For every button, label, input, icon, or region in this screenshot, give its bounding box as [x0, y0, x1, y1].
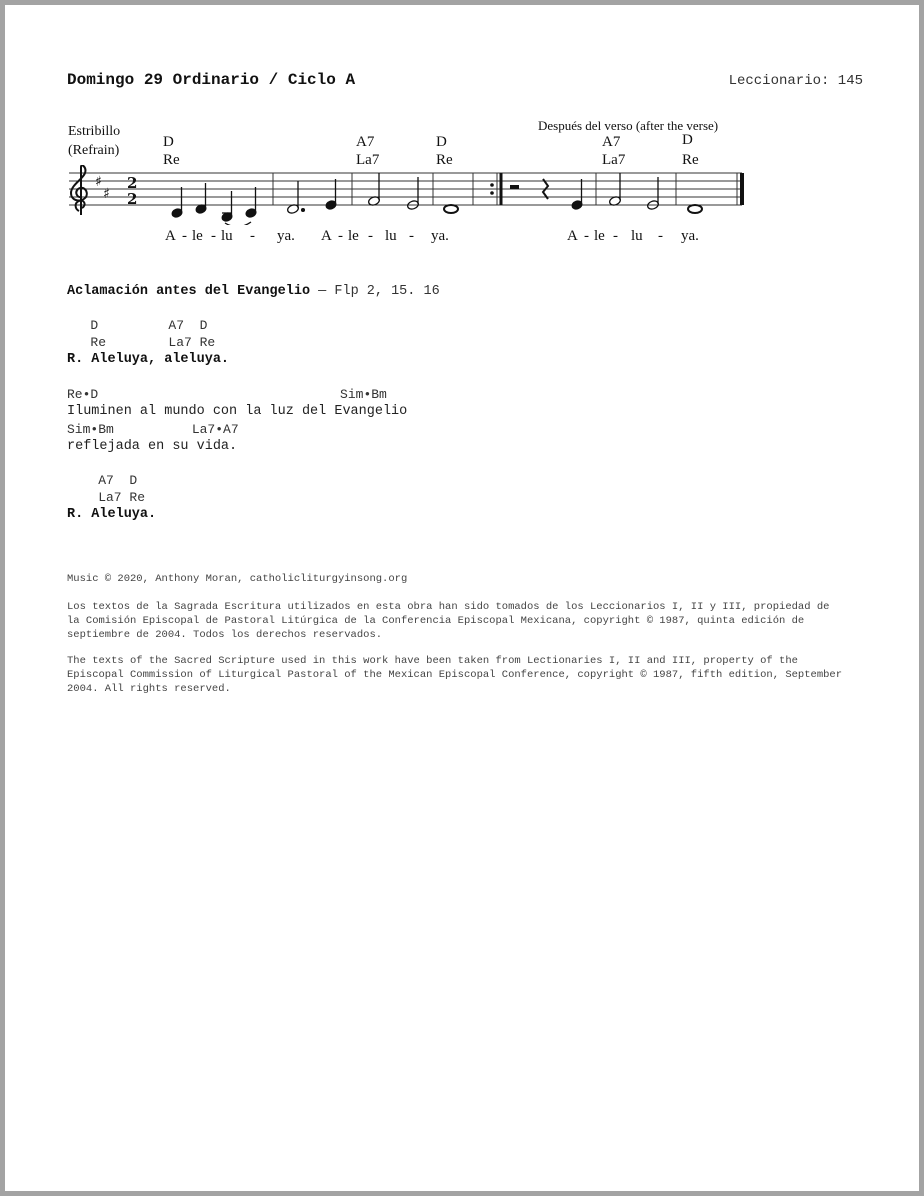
copyright-english: The texts of the Sacred Scripture used in this work have been taken from Lectionaries I, II and III, property of the Episcopal Commission of Liturgical Pastoral of the Mexican Episcopal Conference, copyright © 1987, fifth edition, September 2004. All rights reserved. [67, 655, 843, 695]
refrain-label: Estribillo [68, 124, 121, 139]
slur-icon [225, 222, 251, 225]
lyric-syllable: le [348, 228, 359, 244]
chord-symbol: D [163, 134, 174, 150]
svg-text:2: 2 [127, 190, 138, 208]
lyric-hyphen: - [338, 228, 343, 244]
chord-symbol-solfege: La7 [356, 152, 380, 168]
lyric-syllable: lu [385, 228, 397, 244]
lyric-hyphen: - [613, 228, 618, 244]
verse-chord-line: Sim•Bm La7•A7 [67, 422, 239, 437]
acclamation-heading [67, 284, 440, 299]
scripture-reference: Flp 2, 15. 16 [334, 284, 440, 299]
lyric-hyphen: - [658, 228, 663, 244]
chord-line-solfege: Re La7 Re [67, 335, 216, 350]
response-text: R. Aleluya. [67, 507, 157, 522]
sharp-icon: ♯ [103, 186, 110, 202]
chord-symbol: D [682, 132, 693, 148]
lyric-syllable: A [321, 228, 332, 244]
lyric-hyphen: - [250, 228, 255, 244]
chord-symbol-solfege: Re [436, 152, 453, 168]
lyric-hyphen: - [211, 228, 216, 244]
chord-symbol: A7 [602, 134, 621, 150]
music-credit: Music © 2020, Anthony Moran, catholicliturgyinsong.org [67, 573, 408, 585]
chord-symbol-solfege: Re [163, 152, 180, 168]
lyric-syllable: ya. [681, 228, 699, 244]
page [5, 5, 919, 1191]
copyright-spanish: Los textos de la Sagrada Escritura utilizados en esta obra han sido tomados de los Leccionarios I, II y III, propiedad de la Comisión Episcopal de Pastoral Litúrgica de la Conferencia Episcopal Mexicana, copyright © 1987, quinta edición de septiembre de 2004. Todos los derechos reservados. [67, 601, 830, 641]
sharp-icon: ♯ [95, 174, 102, 190]
acclamation-title: Aclamación antes del Evangelio [67, 284, 311, 299]
lyric-syllable: A [165, 228, 176, 244]
chord-line: A7 D [67, 473, 138, 488]
chord-symbol-solfege: Re [682, 152, 699, 168]
lectionary-number: Leccionario: 145 [728, 73, 863, 89]
chord-symbol: D [436, 134, 447, 150]
verse-text-line: Iluminen al mundo con la luz del Evangelio [67, 404, 408, 419]
time-signature-icon: 2 [127, 174, 138, 192]
lyric-syllable: le [192, 228, 203, 244]
lyric-syllable: le [594, 228, 605, 244]
chord-line: D A7 D [67, 318, 208, 333]
chord-symbol-solfege: La7 [602, 152, 626, 168]
lyric-syllable: lu [631, 228, 643, 244]
refrain-label-english: (Refrain) [68, 143, 120, 158]
verse-chord-line: Re•D Sim•Bm [67, 387, 387, 402]
chord-line-solfege: La7 Re [67, 490, 146, 505]
lyric-hyphen: - [182, 228, 187, 244]
heading-dash: — [318, 284, 327, 299]
music-staff [65, 165, 755, 225]
lyric-syllable: ya. [277, 228, 295, 244]
after-verse-label: Después del verso (after the verse) [538, 118, 719, 133]
lyric-hyphen: - [409, 228, 414, 244]
page-title: Domingo 29 Ordinario / Ciclo A [67, 71, 356, 89]
lyric-hyphen: - [368, 228, 373, 244]
chord-symbol: A7 [356, 134, 375, 150]
response-text: R. Aleluya, aleluya. [67, 352, 230, 367]
half-rest-icon [510, 185, 519, 189]
lyric-syllable: A [567, 228, 578, 244]
lyric-syllable: ya. [431, 228, 449, 244]
lyric-syllable: lu [221, 228, 233, 244]
lyric-hyphen: - [584, 228, 589, 244]
verse-text-line: reflejada en su vida. [67, 439, 238, 454]
